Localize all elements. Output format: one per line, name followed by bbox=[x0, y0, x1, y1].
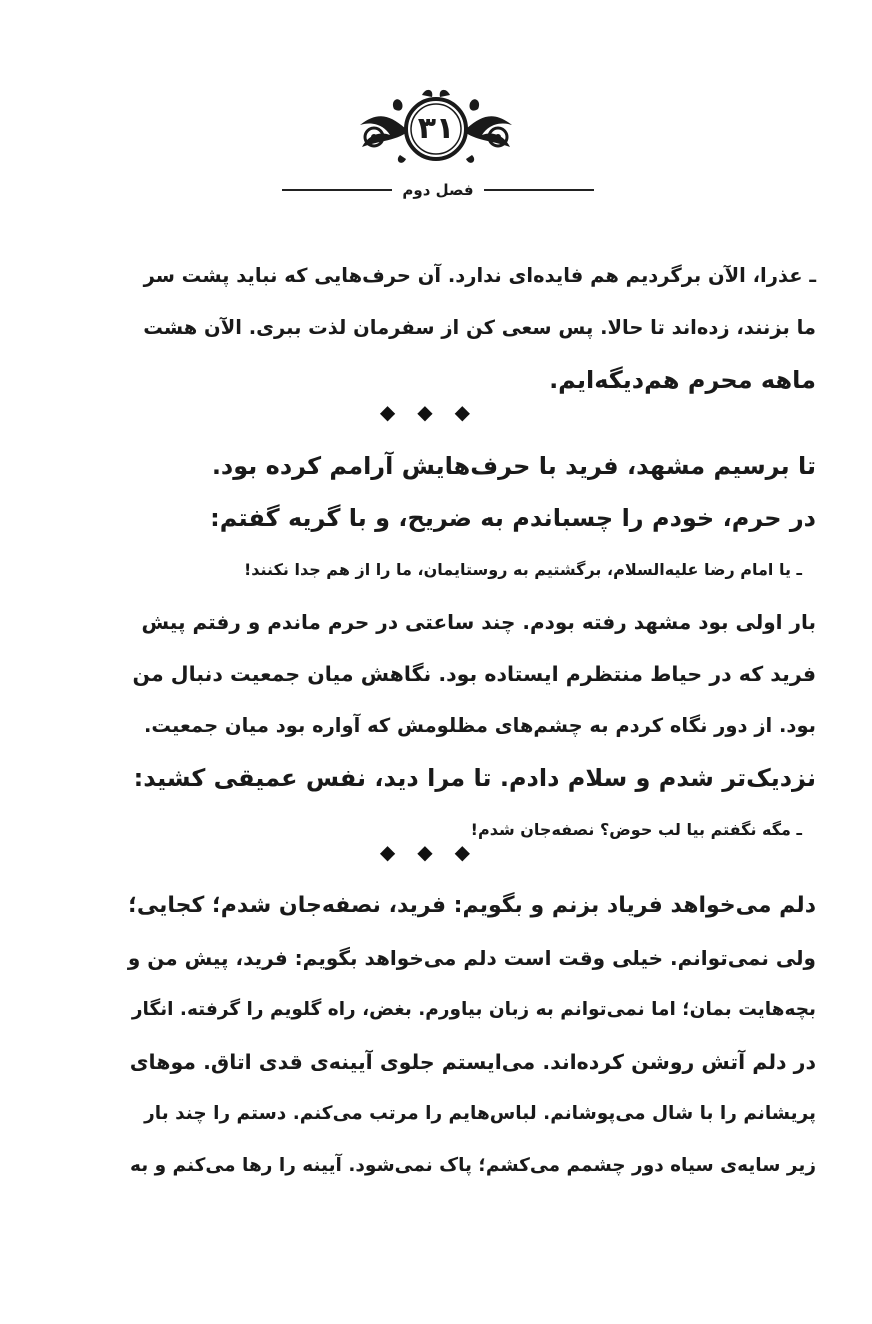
text-line: ما بزنند، زده‌اند تا حالا. پس سعی کن از سفرمان لذت ببری. الآن هشت bbox=[143, 316, 816, 339]
text-line: بود. از دور نگاه کردم به چشم‌های مظلومش که آواره بود میان جمعیت. bbox=[144, 714, 816, 737]
chapter-running-head bbox=[282, 181, 594, 199]
dialog-line: ـ مگه نگفتم بیا لب حوض؟ نصفه‌جان شدم! bbox=[470, 820, 802, 839]
page-header bbox=[0, 85, 872, 205]
paragraph-block-3 bbox=[128, 880, 816, 1192]
text-line: پریشانم را با شال می‌پوشانم. لباس‌هایم را مرتب می‌کنم. دستم را چند بار bbox=[144, 1103, 816, 1124]
text-line: دلم می‌خواهد فریاد بزنم و بگویم: فرید، نصفه‌جان شدم؛ کجایی؛ bbox=[128, 893, 816, 918]
section-separator: ◆◆◆ bbox=[379, 400, 493, 424]
page-number: ۳۱ bbox=[417, 111, 455, 146]
text-line: در حرم، خودم را چسباندم به ضریح، و با گریه گفتم: bbox=[210, 504, 816, 532]
text-line: ماهه محرم هم‌دیگه‌ایم. bbox=[549, 366, 816, 394]
text-line: ـ عذرا، الآن برگردیم هم فایده‌ای ندارد. آن حرف‌هایی که نباید پشت سر bbox=[143, 264, 816, 287]
section-separator: ◆◆◆ bbox=[379, 840, 493, 864]
text-line: نزدیک‌تر شدم و سلام دادم. تا مرا دید، نفس عمیقی کشید: bbox=[133, 764, 816, 792]
text-line: در دلم آتش روشن کرده‌اند. می‌ایستم جلوی آیینه‌ی قدی اتاق. موهای bbox=[129, 1050, 816, 1074]
text-line: بار اولی بود مشهد رفته بودم. چند ساعتی در حرم ماندم و رفتم پیش bbox=[141, 610, 816, 634]
text-line: تا برسیم مشهد، فرید با حرف‌هایش آرامم کرده بود. bbox=[211, 452, 816, 480]
header-rule-right bbox=[484, 189, 594, 191]
chapter-label: فصل دوم bbox=[402, 181, 474, 199]
dialog-line: ـ یا امام رضا علیه‌السلام، برگشتیم به روستایمان، ما را از هم جدا نکنند! bbox=[243, 560, 802, 579]
text-line: فرید که در حیاط منتظرم ایستاده بود. نگاهش میان جمعیت دنبال من bbox=[132, 662, 816, 686]
text-line: ولی نمی‌توانم. خیلی وقت است دلم می‌خواهد بگویم: فرید، پیش من و bbox=[127, 946, 816, 970]
text-line: زیر سایه‌ی سیاه دور چشمم می‌کشم؛ پاک نمی‌شود. آیینه را رها می‌کنم و به bbox=[130, 1155, 816, 1176]
text-line: بچه‌هایت بمان؛ اما نمی‌توانم به زبان بیاورم. بغض، راه گلویم را گرفته. انگار bbox=[131, 999, 816, 1020]
header-rule-left bbox=[282, 189, 392, 191]
paragraph-block-1 bbox=[128, 250, 816, 406]
paragraph-block-2 bbox=[128, 440, 816, 856]
